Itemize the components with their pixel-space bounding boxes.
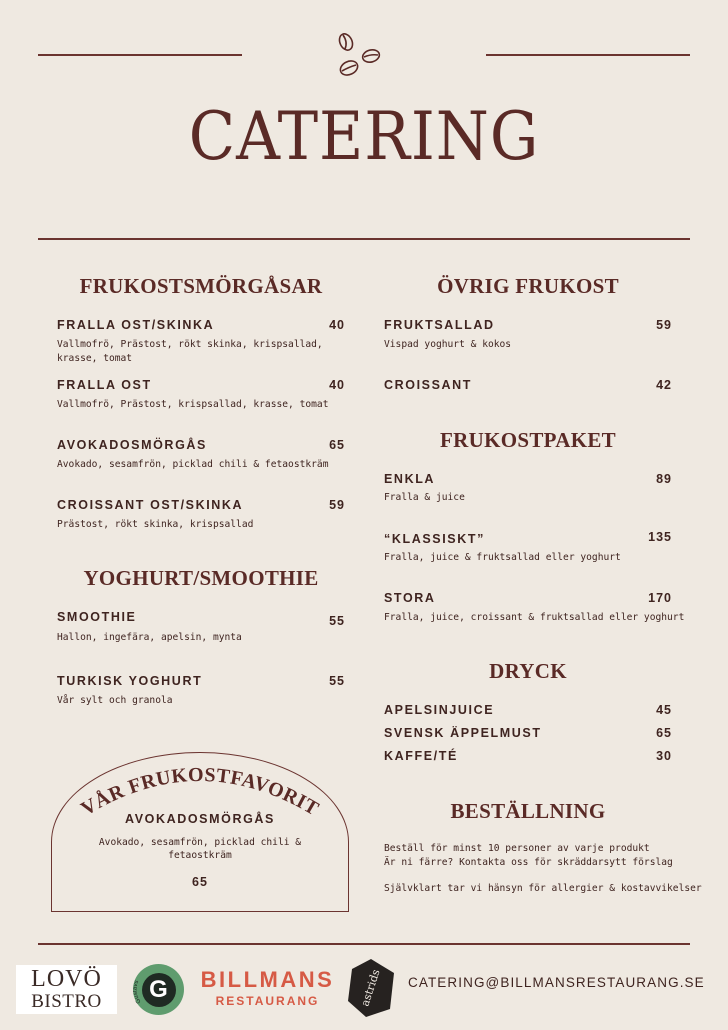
- order-info-line: Självklart tar vi hänsyn för allergier & kostavvikelser: [384, 883, 702, 894]
- order-info-line: Beställ för minst 10 personer av varje produkt: [384, 843, 650, 854]
- item-price: 170: [648, 591, 672, 605]
- item-price: 55: [329, 674, 345, 688]
- item-price: 40: [329, 318, 345, 332]
- item-description: Fralla & juice: [384, 492, 465, 503]
- svg-text:Gustavs: [133, 980, 143, 1005]
- item-price: 42: [656, 378, 672, 392]
- item-name: “KLASSISKT”: [384, 532, 485, 546]
- item-name: KAFFE/TÉ: [384, 749, 458, 763]
- item-name: SVENSK ÄPPELMUST: [384, 726, 542, 740]
- favorite-item-description: Avokado, sesamfrön, picklad chili & fetaostkräm: [98, 837, 302, 861]
- item-name: TURKISK YOGHURT: [57, 674, 203, 688]
- item-price: 59: [656, 318, 672, 332]
- lovo-bistro-logo[interactable]: [16, 965, 117, 1014]
- lovo-logo-line1: LOVÖ: [31, 966, 102, 992]
- header-rule-left: [38, 54, 242, 56]
- section-title-yoghurt-smoothie: YOGHURT/SMOOTHIE: [83, 566, 319, 590]
- item-description: Avokado, sesamfrön, picklad chili & fetaostkräm: [57, 459, 329, 470]
- item-name: FRUKTSALLAD: [384, 318, 495, 332]
- item-price: 55: [329, 614, 345, 628]
- item-description: Fralla, juice & fruktsallad eller yoghurt: [384, 552, 621, 563]
- astrids-logo[interactable]: [346, 957, 396, 1019]
- title-divider: [38, 238, 690, 240]
- billmans-logo[interactable]: [195, 968, 340, 1010]
- section-title-frukostpaket: FRUKOSTPAKET: [440, 428, 616, 452]
- section-title-dryck: DRYCK: [489, 659, 567, 683]
- item-name: ENKLA: [384, 472, 436, 486]
- item-price: 59: [329, 498, 345, 512]
- item-name: SMOOTHIE: [57, 610, 137, 624]
- gustavs-ring-label: Gustavs: [133, 979, 143, 1005]
- section-title-ovrig-frukost: ÖVRIG FRUKOST: [437, 274, 619, 298]
- item-name: CROISSANT: [384, 378, 473, 392]
- item-price: 45: [656, 703, 672, 717]
- item-description: Hallon, ingefära, apelsin, mynta: [57, 632, 242, 643]
- item-price: 135: [648, 530, 672, 544]
- gustavs-ring-text: [133, 964, 184, 1015]
- footer-divider: [38, 943, 690, 945]
- page-title: CATERING: [188, 98, 540, 175]
- item-name: STORA: [384, 591, 436, 605]
- favorite-item-name: AVOKADOSMÖRGÅS: [125, 812, 275, 826]
- order-info-line: Är ni färre? Kontakta oss för skräddarsytt förslag: [384, 857, 673, 868]
- section-title-frukostsmorgasar: FRUKOSTSMÖRGÅSAR: [79, 274, 323, 298]
- billmans-logo-line1: BILLMANS: [200, 967, 335, 992]
- item-description: Prästost, rökt skinka, krispsallad: [57, 519, 254, 530]
- item-price: 30: [656, 749, 672, 763]
- favorite-arch-text: VÅR FRUKOSTFAVORIT: [77, 763, 323, 821]
- item-name: APELSINJUICE: [384, 703, 495, 717]
- section-title-bestallning: BESTÄLLNING: [450, 799, 606, 823]
- item-name: AVOKADOSMÖRGÅS: [57, 438, 207, 452]
- item-description: Vallmofrö, Prästost, rökt skinka, krispsallad, krasse, tomat: [57, 339, 323, 364]
- item-price: 40: [329, 378, 345, 392]
- gustavs-logo[interactable]: [133, 964, 184, 1015]
- item-description: Vispad yoghurt & kokos: [384, 339, 512, 350]
- g-letter: G: [142, 973, 176, 1007]
- contact-email-link[interactable]: CATERING@BILLMANSRESTAURANG.SE: [408, 975, 705, 990]
- item-name: FRALLA OST: [57, 378, 152, 392]
- item-description: Fralla, juice, croissant & fruktsallad eller yoghurt: [384, 612, 685, 623]
- billmans-logo-line2: RESTAURANG: [215, 994, 320, 1008]
- item-price: 65: [329, 438, 345, 452]
- header-rule-right: [486, 54, 690, 56]
- coffee-beans-icon: [333, 30, 385, 80]
- lovo-logo-line2: BISTRO: [31, 991, 102, 1012]
- item-price: 89: [656, 472, 672, 486]
- astrids-logo-text: astrids: [358, 967, 383, 1008]
- item-description: Vallmofrö, Prästost, krispsallad, krasse, tomat: [57, 399, 329, 410]
- item-price: 65: [656, 726, 672, 740]
- item-name: CROISSANT OST/SKINKA: [57, 498, 244, 512]
- item-description: Vår sylt och granola: [57, 695, 173, 706]
- item-name: FRALLA OST/SKINKA: [57, 318, 215, 332]
- favorite-item-price: 65: [192, 875, 208, 889]
